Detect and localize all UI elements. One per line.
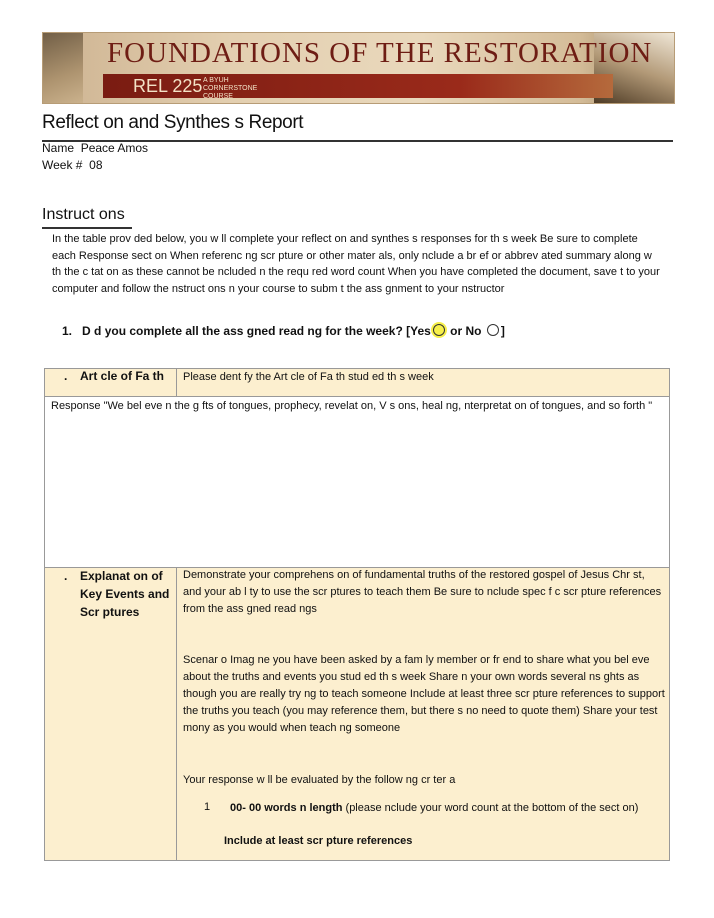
article-response[interactable]: Response "We bel eve n the g fts of tongues, prophecy, revelat on, V s ons, heal ng, nterpretat on of tongues, and so forth "	[51, 400, 653, 412]
question-1-or-no: or No	[450, 324, 482, 338]
course-banner	[42, 32, 675, 104]
week-label: Week #	[42, 158, 83, 172]
question-1	[62, 324, 505, 338]
no-radio[interactable]	[487, 324, 499, 336]
explanation-label: Explanat on of Key Events and Scr ptures	[80, 569, 170, 619]
article-label: Art cle of Fa th	[80, 369, 165, 383]
document-title: Reflect on and Synthes s Report	[42, 112, 304, 133]
week-line	[42, 158, 103, 172]
question-1-close: ]	[500, 324, 505, 338]
explanation-intro: Demonstrate your comprehens on of fundamental truths of the restored gospel of Jesus Chr st, and your ab l ty to use the scr ptures to teach them Be sure to nclude spec f c scr pture references from the ass gned read ngs	[183, 569, 662, 615]
banner-course: REL 225	[133, 76, 203, 96]
name-value[interactable]: Peace Amos	[80, 141, 149, 155]
instructions-underline	[42, 227, 132, 229]
yes-radio[interactable]	[433, 324, 445, 336]
week-value[interactable]: 08	[89, 158, 103, 172]
instructions-body: In the table prov ded below, you w ll complete your reflect on and synthes s responses for th s week Be sure to complete each Response sect on When referenc ng scr pture or other mater als, only nclude a br ef or abbrev ated summary along w th the c tat on as these cannot be ncluded n the requ red word count When you have completed the document, save t to your computer and follow the nstruct ons n your course to subm t the ass gnment to your nstructor	[52, 233, 660, 295]
question-1-text: D d you complete all the ass gned read ng for the week? [Yes	[82, 324, 431, 338]
criteria-1-rest: (please nclude your word count at the bottom of the sect on)	[342, 802, 639, 814]
explanation-bullet: .	[64, 569, 68, 583]
banner-subtitle: A BYUH CORNERSTONE COURSE	[203, 77, 258, 100]
criteria-intro: Your response w ll be evaluated by the follow ng cr ter a	[183, 774, 456, 786]
article-bullet: .	[64, 369, 68, 383]
banner-figure-left	[43, 33, 83, 103]
criteria-1-number: 1	[204, 801, 211, 813]
instructions-heading: Instruct ons	[42, 206, 125, 223]
criteria-1	[224, 800, 664, 817]
criteria-1-bold: 00- 00 words n length	[230, 802, 343, 814]
banner-title: FOUNDATIONS OF THE RESTORATION	[107, 37, 653, 69]
scenario-text: Scenar o Imag ne you have been asked by a fam ly member or fr end to share what you bel eve about the truths and events you stud ed th s week Share n your own words several ns ghts as though you are really try ng to teach someone Include at least three scr pture references to support the truths you teach (you may reference them, but there s no need to quote them) Share your test mony as you would when teach ng someone	[183, 654, 665, 734]
article-prompt: Please dent fy the Art cle of Fa th stud ed th s week	[183, 371, 434, 383]
criteria-2	[224, 833, 412, 850]
question-1-number: 1.	[62, 324, 73, 338]
criteria-2-bold: Include at least scr pture references	[224, 835, 413, 847]
name-line	[42, 141, 148, 155]
article-response-cell[interactable]	[44, 396, 670, 568]
name-label: Name	[42, 141, 75, 155]
